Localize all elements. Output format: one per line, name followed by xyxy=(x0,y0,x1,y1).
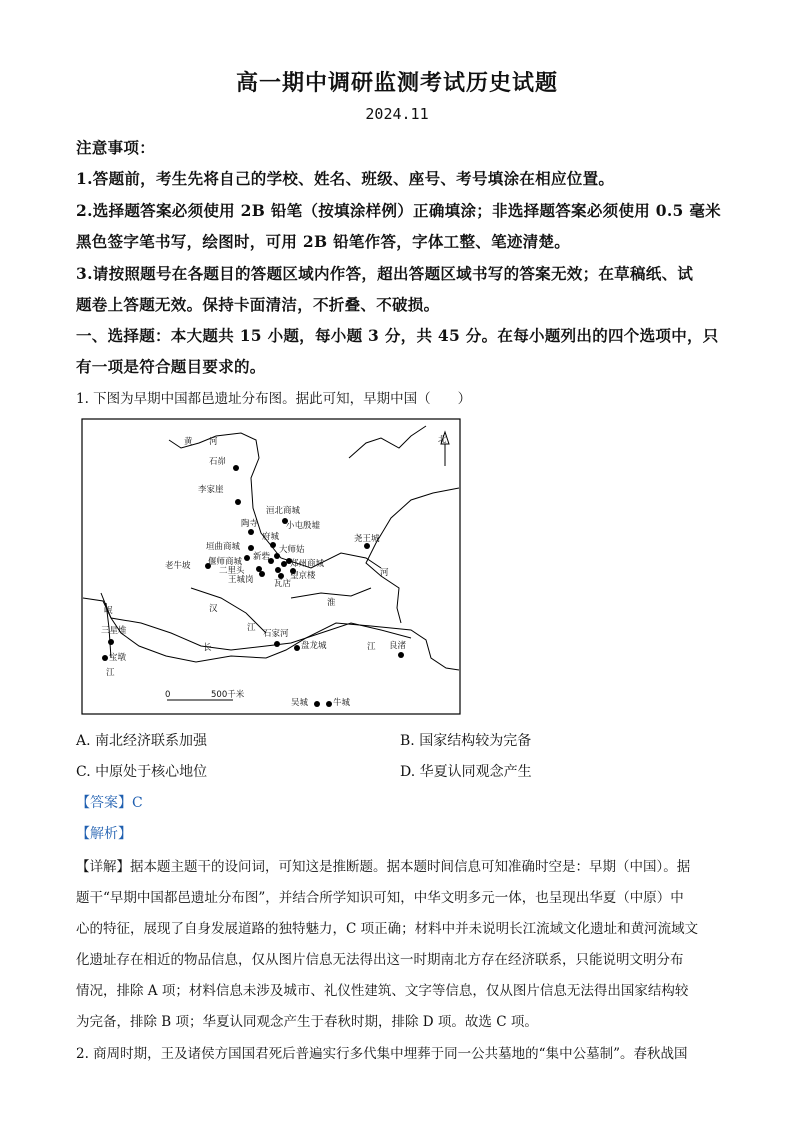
site-label: 垣曲商城 xyxy=(206,542,241,552)
detail-line: 心的特征，展现了自身发展道路的独特魅力，C 项正确；材料中并未说明长江流域文化遗址和黄河流域文 xyxy=(76,921,699,937)
site-label: 小屯殷墟 xyxy=(286,521,321,531)
detail-line: 题干“早期中国都邑遗址分布图”，并结合所学知识可知，中华文明多元一体，也呈现出华夏（中原）中 xyxy=(76,890,684,906)
site-label: 郑州商城 xyxy=(290,559,325,569)
site-dot xyxy=(274,641,280,647)
site-label: 偃师商城 xyxy=(208,557,243,567)
site-dot xyxy=(244,555,250,561)
site-label: 二里头 xyxy=(219,566,245,576)
option-d: D. 华夏认同观念产生 xyxy=(400,764,532,780)
option-b: B. 国家结构较为完备 xyxy=(400,733,532,749)
site-label: 瓦店 xyxy=(274,579,292,589)
site-label: 盘龙城 xyxy=(301,641,327,651)
site-dot xyxy=(233,465,239,471)
site-label: 新砦 xyxy=(253,552,271,562)
site-label: 尧王城 xyxy=(354,534,380,544)
section-instruction: 有一项是符合题目要求的。 xyxy=(76,357,266,376)
site-dot xyxy=(108,639,114,645)
site-dot xyxy=(294,645,300,651)
option-c: C. 中原处于核心地位 xyxy=(76,764,208,780)
option-a: A. 南北经济联系加强 xyxy=(76,733,208,749)
site-label: 李家崖 xyxy=(198,485,224,495)
river-label: 汉 xyxy=(209,604,218,614)
notice-heading: 注意事项： xyxy=(76,138,156,157)
site-dot xyxy=(281,561,287,567)
site-dot xyxy=(259,571,265,577)
site-label: 望京楼 xyxy=(290,571,316,581)
notice-line: 题卷上答题无效。保持卡面清洁，不折叠、不破损。 xyxy=(76,295,440,314)
site-label: 牛城 xyxy=(333,698,351,708)
site-label: 洹北商城 xyxy=(266,506,301,516)
river-label: 岷 xyxy=(104,606,113,616)
river-label: 淮 xyxy=(327,598,336,608)
page-title: 高一期中调研监测考试历史试题 xyxy=(235,70,558,96)
river-label: 河 xyxy=(380,568,389,578)
site-label: 老牛坡 xyxy=(165,561,191,571)
site-label: 宝墩 xyxy=(109,653,127,663)
river-label: 长 xyxy=(203,643,212,653)
detail-line: 【详解】据本题主题干的设问词，可知这是推断题。据本题时间信息可知准确时空是：早期（中国）。据 xyxy=(76,859,691,875)
scale-zero: 0 xyxy=(165,690,171,700)
detail-line: 化遗址存在相近的物品信息，仅从图片信息无法得出这一时期南北方存在经济联系，只能说明文明分布 xyxy=(76,952,684,968)
site-dot xyxy=(326,701,332,707)
site-label: 大师姑 xyxy=(279,545,305,555)
river-label: 黄 xyxy=(184,437,193,447)
question-stem: 2. 商周时期，王及诸侯方国国君死后普遍实行多代集中埋葬于同一公共墓地的“集中公墓制”。春秋战国 xyxy=(76,1046,688,1062)
site-dot xyxy=(398,652,404,658)
site-dot xyxy=(235,499,241,505)
site-label: 石峁 xyxy=(209,457,227,467)
map-frame xyxy=(82,419,460,714)
section-instruction: 一、选择题：本大题共 15 小题，每小题 3 分，共 45 分。在每小题列出的四个选项中，只 xyxy=(76,326,719,345)
notice-line: 2.选择题答案必须使用 2B 铅笔（按填涂样例）正确填涂；非选择题答案必须使用 0.5 毫米 xyxy=(76,201,721,220)
site-label: 良渚 xyxy=(389,641,407,651)
site-map xyxy=(81,418,461,715)
detail-line: 为完备，排除 B 项；华夏认同观念产生于春秋时期，排除 D 项。故选 C 项。 xyxy=(76,1014,538,1030)
site-label: 王城岗 xyxy=(228,575,254,585)
north-label: 北 xyxy=(438,435,447,445)
river-label: 江 xyxy=(367,642,376,652)
notice-line: 3.请按照题号在各题目的答题区域内作答，超出答题区域书写的答案无效；在草稿纸、试 xyxy=(76,264,694,283)
analysis-label: 【解析】 xyxy=(76,826,132,842)
site-dot xyxy=(270,542,276,548)
site-dot xyxy=(102,655,108,661)
notice-line: 1.答题前，考生先将自己的学校、姓名、班级、座号、考号填涂在相应位置。 xyxy=(76,169,615,188)
site-label: 石家河 xyxy=(263,629,289,639)
site-dot xyxy=(248,529,254,535)
site-dot xyxy=(256,566,262,572)
river-label: 河 xyxy=(209,437,218,447)
river-label: 江 xyxy=(247,623,256,633)
site-dot xyxy=(248,545,254,551)
notice-line: 黑色签字笔书写，绘图时，可用 2B 铅笔作答，字体工整、笔迹清楚。 xyxy=(76,232,571,251)
answer-label: 【答案】C xyxy=(76,795,143,811)
site-label: 三星堆 xyxy=(101,626,127,636)
question-stem: 1. 下图为早期中国都邑遗址分布图。据此可知，早期中国（ ） xyxy=(76,391,472,407)
scale-label: 500千米 xyxy=(211,690,245,700)
site-label: 吴城 xyxy=(291,698,309,708)
river-label: 江 xyxy=(106,668,115,678)
site-label: 府城 xyxy=(262,532,280,542)
site-dot xyxy=(314,701,320,707)
site-dot xyxy=(275,567,281,573)
detail-line: 情况，排除 A 项；材料信息未涉及城市、礼仪性建筑、文字等信息，仅从图片信息无法得出国家结构较 xyxy=(76,983,689,999)
site-label: 陶寺 xyxy=(241,519,259,529)
exam-date: 2024.11 xyxy=(365,105,429,123)
